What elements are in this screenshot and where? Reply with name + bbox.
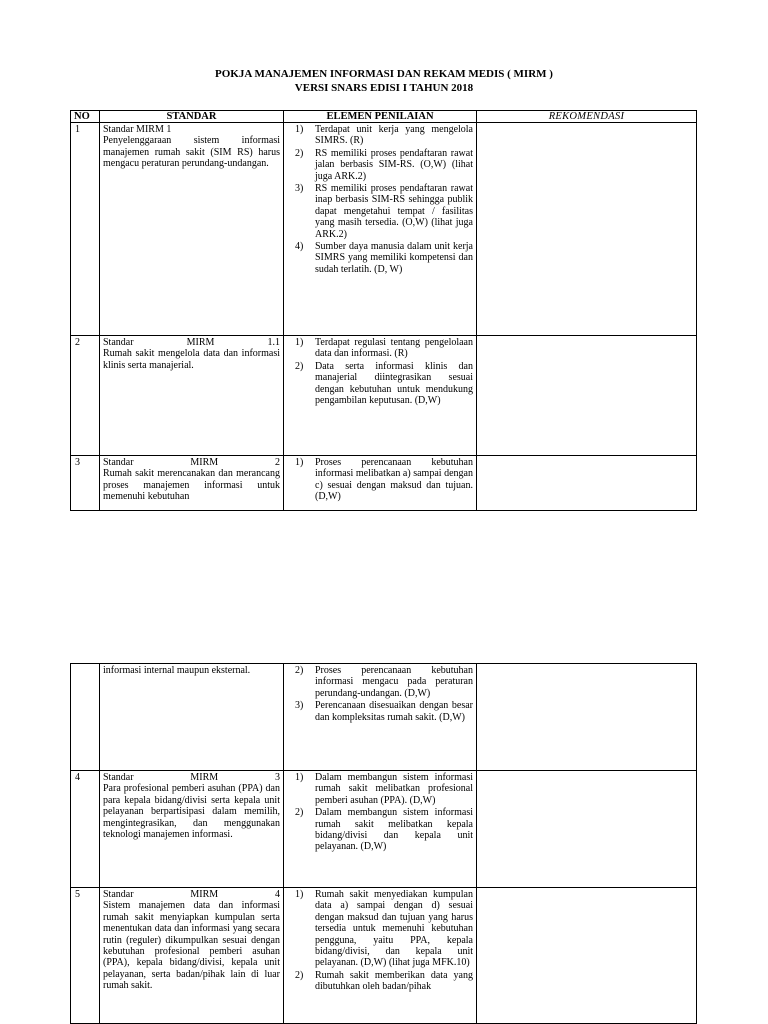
standar-cell bbox=[100, 664, 284, 771]
standar-cell bbox=[100, 123, 284, 336]
elemen-list bbox=[287, 889, 473, 993]
table-row bbox=[71, 771, 697, 888]
row-no: 1 bbox=[71, 123, 100, 336]
elemen-item: 2) Proses perencanaan kebutuhan informasi mengacu pada peraturan perundang-undangan. (D,W) bbox=[295, 665, 473, 699]
header-standar: STANDAR bbox=[100, 111, 284, 123]
header-no: NO bbox=[71, 111, 100, 123]
table-row bbox=[71, 123, 697, 336]
elemen-cell bbox=[284, 123, 477, 336]
standar-title: Standar MIRM 1.1 bbox=[103, 337, 280, 348]
rekomendasi-cell[interactable] bbox=[477, 456, 697, 511]
elemen-item: 3) RS memiliki proses pendaftaran rawat inap berbasis SIM-RS sehingga publik dapat mengetahui tempat / fasilitas yang masih tersedia. (O,W) (lihat juga ARK.2) bbox=[295, 183, 473, 240]
elemen-cell bbox=[284, 888, 477, 1024]
elemen-item: 1) Dalam membangun sistem informasi rumah sakit melibatkan profesional pemberi asuhan (PPA). (D,W) bbox=[295, 772, 473, 806]
document-title bbox=[0, 67, 768, 95]
table-row bbox=[71, 888, 697, 1024]
elemen-list bbox=[287, 457, 473, 503]
elemen-list bbox=[287, 665, 473, 723]
elemen-item: 3) Perencanaan disesuaikan dengan besar dan kompleksitas rumah sakit. (D,W) bbox=[295, 700, 473, 723]
row-no: 2 bbox=[71, 336, 100, 456]
row-no: 4 bbox=[71, 771, 100, 888]
standar-cell bbox=[100, 336, 284, 456]
elemen-item: 1) Terdapat unit kerja yang mengelola SIMRS. (R) bbox=[295, 124, 473, 147]
elemen-cell bbox=[284, 456, 477, 511]
elemen-item: 2) Rumah sakit memberikan data yang dibutuhkan oleh badan/pihak bbox=[295, 969, 473, 993]
standar-text: Para profesional pemberi asuhan (PPA) dan para kepala bidang/divisi serta kepala unit pelayanan berpartisipasi dalam memilih, mengintegrasikan, dan menggunakan teknologi manajemen informasi. bbox=[103, 783, 280, 841]
elemen-item: 2) Dalam membangun sistem informasi rumah sakit melibatkan kepala bidang/divisi dan kepala unit pelayanan. (D,W) bbox=[295, 807, 473, 853]
standar-title: Standar MIRM 1 bbox=[103, 124, 172, 135]
table-row bbox=[71, 664, 697, 771]
row-no bbox=[71, 664, 100, 771]
standar-cell bbox=[100, 456, 284, 511]
header-elemen: ELEMEN PENILAIAN bbox=[284, 111, 477, 123]
standar-cell bbox=[100, 771, 284, 888]
standar-text: Sistem manajemen data dan informasi rumah sakit menyiapkan kumpulan serta menentukan data dan informasi yang secara rutin (reguler) dikumpulkan sesuai dengan kebutuhan profesional pemberi asuhan (PPA), kepala bidang/divisi, kepala unit pelayanan, serta badan/pihak lain di luar rumah sakit. bbox=[103, 900, 280, 992]
assessment-table-top bbox=[70, 110, 697, 511]
elemen-item: 1) Terdapat regulasi tentang pengelolaan data dan informasi. (R) bbox=[295, 337, 473, 360]
title-line-1: POKJA MANAJEMEN INFORMASI DAN REKAM MEDIS ( MIRM ) bbox=[215, 68, 553, 80]
standar-title: Standar MIRM 3 bbox=[103, 772, 280, 783]
rekomendasi-cell[interactable] bbox=[477, 888, 697, 1024]
table-row bbox=[71, 456, 697, 511]
standar-title: Standar MIRM 2 bbox=[103, 457, 280, 468]
elemen-item: 2) RS memiliki proses pendaftaran rawat jalan berbasis SIM-RS. (O,W) (lihat juga ARK.2) bbox=[295, 147, 473, 182]
elemen-item: 1) Rumah sakit menyediakan kumpulan data a) sampai dengan d) sesuai dengan maksud dan tujuan yang harus tersedia untuk memenuhi kebutuhan pengguna, yaitu PPA, kepala bidang/divisi, dan kepala unit pelayanan. (D,W) (lihat juga MFK.10) bbox=[295, 889, 473, 969]
standar-text: informasi internal maupun eksternal. bbox=[103, 665, 251, 676]
row-no: 3 bbox=[71, 456, 100, 511]
rekomendasi-cell[interactable] bbox=[477, 664, 697, 771]
assessment-table-continued bbox=[70, 663, 697, 1024]
standar-title: Standar MIRM 4 bbox=[103, 889, 280, 900]
row-no: 5 bbox=[71, 888, 100, 1024]
elemen-list bbox=[287, 772, 473, 853]
header-rekomendasi: REKOMENDASI bbox=[477, 111, 697, 123]
elemen-list bbox=[287, 337, 473, 406]
elemen-cell bbox=[284, 771, 477, 888]
rekomendasi-cell[interactable] bbox=[477, 771, 697, 888]
elemen-item: 4) Sumber daya manusia dalam unit kerja SIMRS yang memiliki kompetensi dan sudah terlatih. (D, W) bbox=[295, 241, 473, 275]
standar-cell bbox=[100, 888, 284, 1024]
rekomendasi-cell[interactable] bbox=[477, 123, 697, 336]
elemen-list bbox=[287, 124, 473, 275]
elemen-item: 1) Proses perencanaan kebutuhan informasi melibatkan a) sampai dengan c) sesuai dengan maksud dan tujuan. (D,W) bbox=[295, 457, 473, 503]
table-row bbox=[71, 336, 697, 456]
standar-text: Penyelenggaraan sistem informasi manajemen rumah sakit (SIM RS) harus mengacu peraturan perundang-undangan. bbox=[103, 135, 280, 170]
rekomendasi-cell[interactable] bbox=[477, 336, 697, 456]
elemen-cell bbox=[284, 336, 477, 456]
elemen-item: 2) Data serta informasi klinis dan manajerial diintegrasikan sesuai dengan kebutuhan untuk mendukung pengambilan keputusan. (D,W) bbox=[295, 360, 473, 407]
title-line-2: VERSI SNARS EDISI I TAHUN 2018 bbox=[294, 82, 474, 94]
elemen-cell bbox=[284, 664, 477, 771]
standar-text: Rumah sakit mengelola data dan informasi klinis serta manajerial. bbox=[103, 348, 280, 371]
table-header-row bbox=[71, 111, 697, 123]
standar-text: Rumah sakit merencanakan dan merancang proses manajemen informasi untuk memenuhi kebutuhan bbox=[103, 468, 280, 503]
